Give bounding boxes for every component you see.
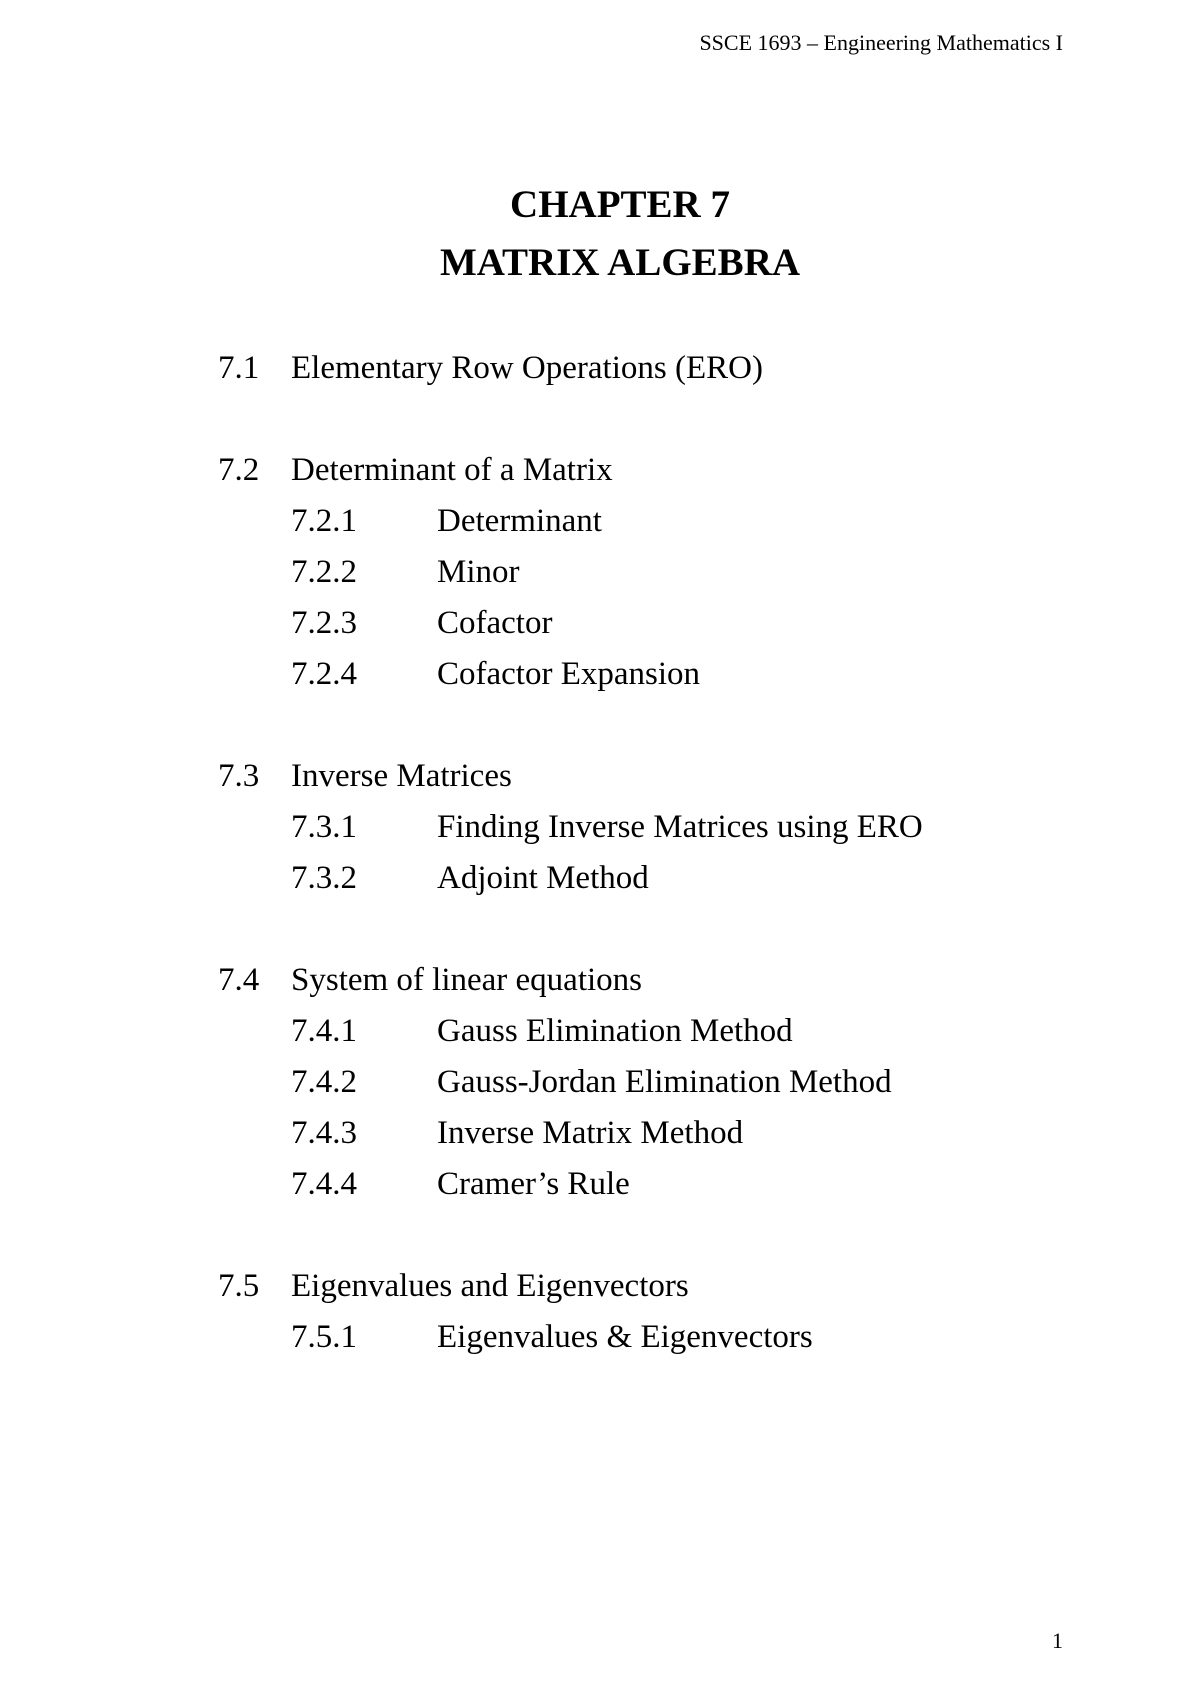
subsection-entry (218, 496, 923, 547)
subsection-title: Cofactor Expansion (437, 656, 701, 692)
subsection-title: Determinant (437, 503, 602, 539)
section-title: Inverse Matrices (291, 758, 512, 794)
subsection-title: Gauss Elimination Method (437, 1013, 793, 1049)
running-header: SSCE 1693 – Engineering Mathematics I (699, 30, 1063, 55)
chapter-label: CHAPTER 7 (510, 183, 730, 226)
subsection-title: Gauss-Jordan Elimination Method (437, 1064, 892, 1100)
subsection-title: Cramer’s Rule (437, 1166, 630, 1202)
section-title: Elementary Row Operations (ERO) (291, 350, 763, 386)
subsection-number: 7.2.4 (291, 656, 357, 692)
subsection-entry (218, 853, 923, 904)
toc-section (218, 1261, 923, 1363)
subsection-number: 7.4.3 (291, 1115, 357, 1151)
subsection-title: Eigenvalues & Eigenvectors (437, 1319, 813, 1355)
subsection-title: Cofactor (437, 605, 553, 641)
page-number: 1 (1052, 1628, 1063, 1653)
chapter-title: MATRIX ALGEBRA (439, 241, 801, 284)
subsection-number: 7.3.2 (291, 860, 357, 896)
subsection-number: 7.2.1 (291, 503, 357, 539)
chapter-heading (0, 176, 1200, 292)
section-title: Eigenvalues and Eigenvectors (291, 1268, 689, 1304)
section-number: 7.2 (218, 452, 260, 488)
subsection-entry (218, 547, 923, 598)
toc-section (218, 751, 923, 904)
section-heading (218, 445, 923, 496)
subsection-entry (218, 1159, 923, 1210)
section-heading (218, 751, 923, 802)
toc-section (218, 955, 923, 1210)
subsection-title: Adjoint Method (437, 860, 649, 896)
subsection-number: 7.5.1 (291, 1319, 357, 1355)
subsection-entry (218, 649, 923, 700)
subsection-title: Finding Inverse Matrices using ERO (437, 809, 923, 845)
subsection-entry (218, 1057, 923, 1108)
subsection-entry (218, 1006, 923, 1057)
subsection-number: 7.4.2 (291, 1064, 357, 1100)
subsection-number: 7.4.1 (291, 1013, 357, 1049)
subsection-number: 7.2.3 (291, 605, 357, 641)
subsection-title: Minor (437, 554, 520, 590)
section-number: 7.1 (218, 350, 260, 386)
section-number: 7.3 (218, 758, 260, 794)
section-number: 7.5 (218, 1268, 260, 1304)
subsection-number: 7.2.2 (291, 554, 357, 590)
subsection-entry (218, 1108, 923, 1159)
section-title: Determinant of a Matrix (291, 452, 613, 488)
section-heading (218, 1261, 923, 1312)
subsection-title: Inverse Matrix Method (437, 1115, 744, 1151)
section-number: 7.4 (218, 962, 260, 998)
toc-section (218, 445, 923, 700)
subsection-number: 7.3.1 (291, 809, 357, 845)
subsection-entry (218, 598, 923, 649)
subsection-entry (218, 802, 923, 853)
subsection-entry (218, 1312, 923, 1363)
section-heading (218, 343, 923, 394)
subsection-number: 7.4.4 (291, 1166, 357, 1202)
table-of-contents (218, 343, 923, 1363)
toc-section (218, 343, 923, 394)
section-title: System of linear equations (291, 962, 643, 998)
section-heading (218, 955, 923, 1006)
